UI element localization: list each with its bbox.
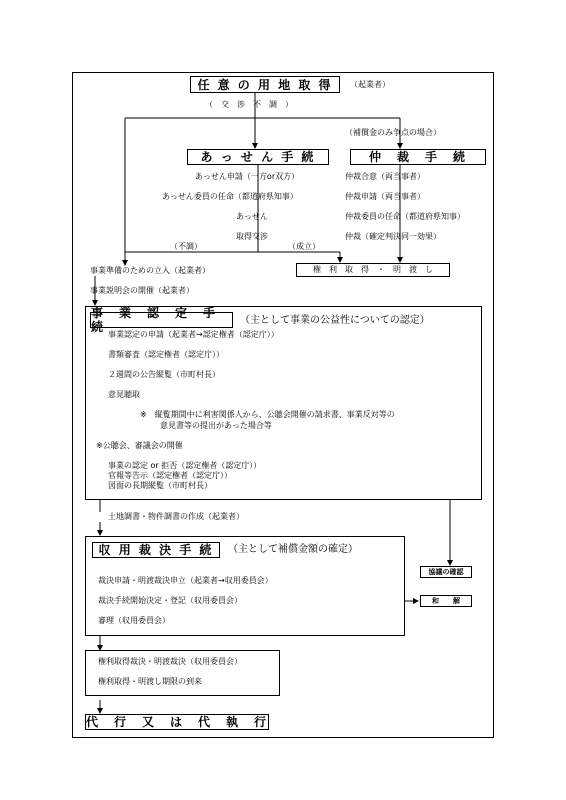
final-box — [85, 714, 269, 730]
approval-step: 事業認定の申請（起業者→認定権者（認定庁）） — [108, 330, 279, 339]
expropriation-step: 裁決申請・明渡裁決申立（起業者→収用委員会） — [98, 576, 273, 585]
mediation-step: 取得交渉 — [236, 232, 268, 241]
expropriation-final-step: 権利取得裁決・明渡裁決（収用委員会） — [98, 657, 242, 666]
mediation-title: あ っ せ ん 手 続 — [200, 150, 316, 164]
arbitration-box — [350, 149, 486, 165]
approval-step: ２週間の公告縦覧（市町村長） — [108, 370, 220, 379]
voluntary-acquisition-note: （起業者） — [350, 80, 390, 89]
approval-step: 意見聴取 — [108, 390, 140, 399]
mediation-step: あっせん申請（一方or双方） — [195, 172, 300, 181]
expropriation-step: 審理（収用委員会） — [98, 616, 170, 625]
expropriation-final-step: 権利取得・明渡し期限の到来 — [98, 677, 202, 686]
expropriation-subtitle: （主として補償金額の確定） — [228, 544, 358, 555]
mediation-established-label: （成立） — [288, 242, 320, 251]
survey-step: 土地調書・物件調書の作成（起業者） — [108, 512, 244, 521]
pre-step: 事業準備のための立入（起業者） — [90, 266, 210, 275]
mediation-step: あっせん委員の任命（都道府県知事） — [162, 192, 298, 201]
settlement-box — [420, 595, 472, 607]
mediation-box — [187, 149, 329, 165]
agreement-confirm-label: 協議の確認 — [428, 567, 464, 576]
compensation-only-label: （補償金のみ争点の場合） — [345, 128, 441, 137]
approval-step: 書類審査（認定権者（認定庁）） — [108, 350, 224, 359]
agreement-confirm-box — [420, 566, 472, 578]
rights-transfer-box — [296, 263, 450, 277]
settlement-label: 和 解 — [432, 596, 460, 605]
arbitration-step: 仲裁合意（両当事者） — [345, 172, 425, 181]
approval-note: 意見書等の提出があった場合等 — [160, 421, 272, 430]
voluntary-acquisition-box — [190, 76, 340, 93]
approval-note: ※ 縦覧期間中に利害関係人から、公聴会開催の請求書、事業反対等の — [140, 410, 395, 419]
arbitration-step: 仲裁（確定判決同一効果） — [345, 232, 441, 241]
rights-transfer-label: 権 利 取 得 ・ 明 渡 し — [313, 265, 433, 274]
mediation-failed-label: （不調） — [170, 242, 202, 251]
mediation-step: あっせん — [236, 212, 268, 221]
approval-final-step: 官報等告示（認定権者（認定庁）） — [108, 471, 232, 480]
project-approval-title: 事 業 認 定 手 続 — [91, 306, 232, 334]
arbitration-title: 仲 裁 手 続 — [368, 150, 467, 164]
approval-final-step: 図面の長期縦覧（市町村長） — [108, 481, 212, 490]
hearing-note: ※公聴会、審議会の開催 — [96, 441, 183, 450]
arbitration-step: 仲裁委員の任命（都道府県知事） — [345, 212, 465, 221]
expropriation-title: 収 用 裁 決 手 続 — [98, 543, 214, 557]
approval-final-step: 事業の認定 or 拒否（認定権者（認定庁）） — [108, 461, 262, 470]
expropriation-step: 裁決手続開始決定・登記（収用委員会） — [98, 596, 242, 605]
pre-step: 事業説明会の開催（起業者） — [90, 286, 194, 295]
final-title: 代 行 又 は 代 執 行 — [86, 715, 269, 729]
voluntary-acquisition-title: 任 意 の 用 地 取 得 — [197, 77, 333, 92]
expropriation-header — [92, 542, 220, 558]
project-approval-header — [90, 306, 233, 334]
project-approval-subtitle: （主として事業の公益性についての認定） — [240, 315, 430, 326]
arbitration-step: 仲裁申請（両当事者） — [345, 192, 425, 201]
negotiation-failed-label: （ 交 渉 不 調 ） — [205, 100, 293, 109]
